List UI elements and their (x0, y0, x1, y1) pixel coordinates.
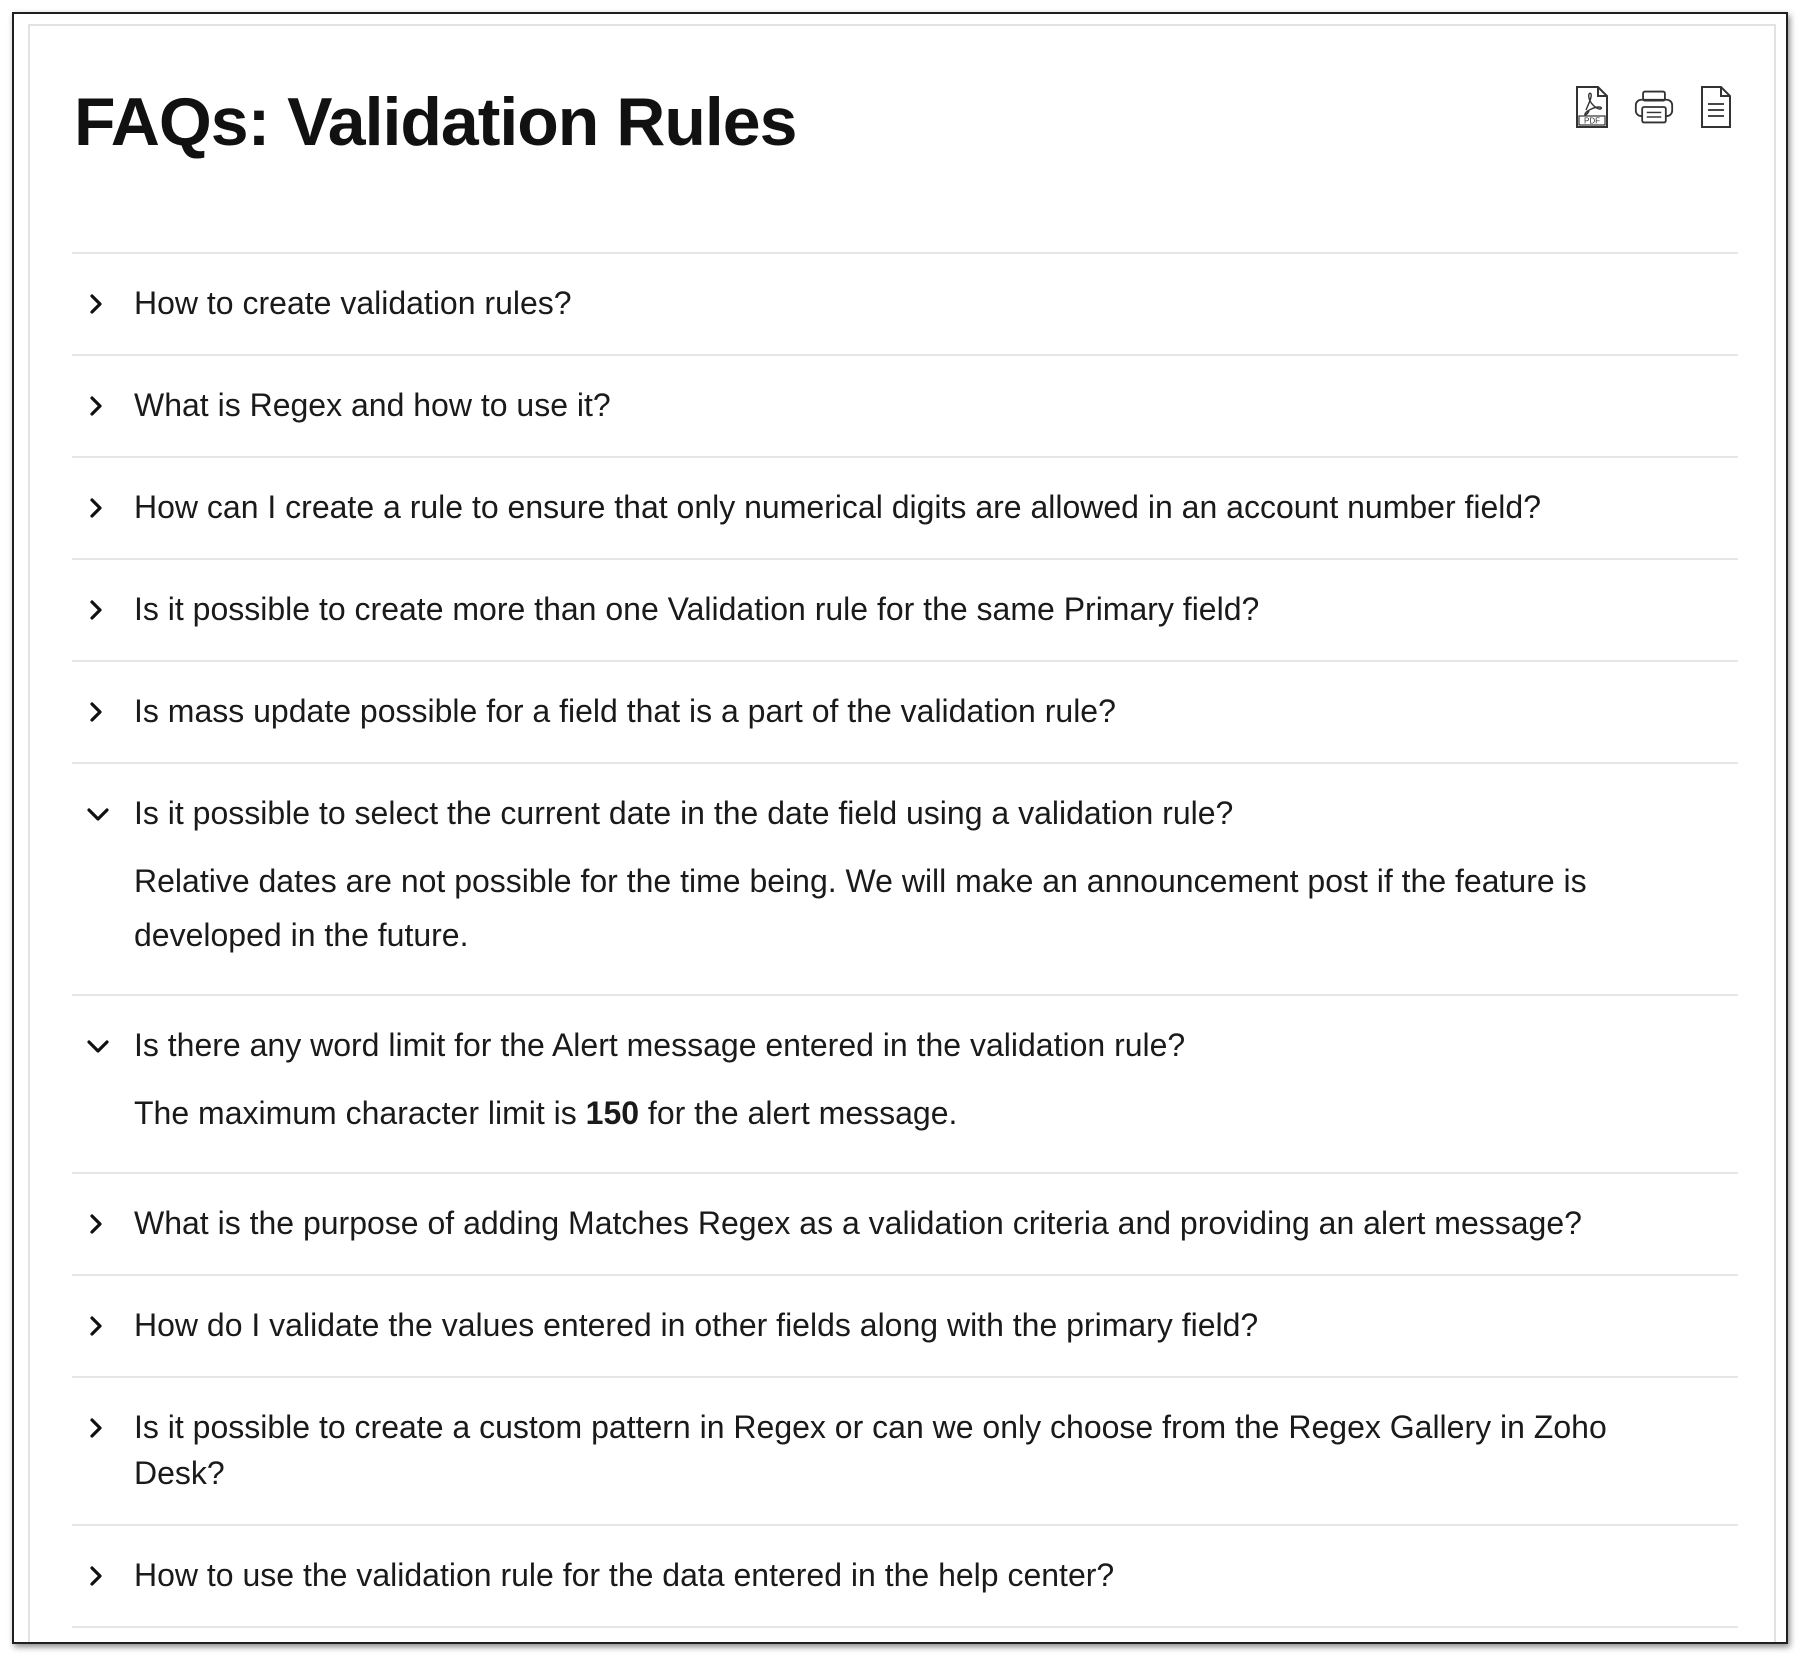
expand-toggle[interactable] (72, 386, 134, 426)
chevron-down-icon (86, 804, 110, 824)
chevron-right-icon (86, 599, 106, 621)
expand-toggle[interactable] (72, 488, 134, 528)
faq-item (72, 560, 1738, 662)
chevron-right-icon (86, 1565, 106, 1587)
view-document-button[interactable] (1696, 84, 1736, 130)
export-pdf-button[interactable] (1572, 84, 1612, 130)
faq-item (72, 254, 1738, 356)
expand-toggle[interactable] (72, 1408, 134, 1448)
faq-question-text: Is there any word limit for the Alert message entered in the validation rule? (134, 1027, 1186, 1063)
collapse-toggle[interactable] (72, 794, 134, 834)
faq-question-text: Is it possible to select the current date in the date field using a validation rule? (134, 795, 1234, 831)
faq-item (72, 1378, 1738, 1526)
faq-answer-text: The maximum character limit is (134, 1095, 586, 1131)
faq-question-toggle[interactable] (72, 692, 1738, 734)
faq-item (72, 1174, 1738, 1276)
faq-question-toggle[interactable] (72, 1204, 1738, 1246)
faq-question-toggle[interactable] (72, 1306, 1738, 1348)
print-icon (1634, 87, 1674, 127)
expand-toggle[interactable] (72, 1306, 134, 1346)
svg-text:PDF: PDF (1584, 116, 1600, 126)
faq-answer-text: for the alert message. (639, 1095, 958, 1131)
faq-question-toggle[interactable] (72, 1408, 1738, 1496)
chevron-right-icon (86, 497, 106, 519)
faq-question-text: Is it possible to create more than one Validation rule for the same Primary field? (134, 591, 1260, 627)
faq-question-text: Is it possible to create a custom pattern in Regex or can we only choose from the Regex Gallery in Zoho Desk? (134, 1409, 1607, 1491)
faq-question-toggle[interactable] (72, 386, 1738, 428)
chevron-down-icon (86, 1036, 110, 1056)
faq-item (72, 996, 1738, 1174)
expand-toggle[interactable] (72, 1556, 134, 1596)
chevron-right-icon (86, 1315, 106, 1337)
faq-answer: Relative dates are not possible for the time being. We will make an announcement post if the feature is developed in the future. (134, 863, 1587, 953)
pdf-icon (1574, 85, 1610, 129)
article-window (12, 12, 1788, 1644)
expand-toggle[interactable] (72, 284, 134, 324)
faq-question-text: How to use the validation rule for the data entered in the help center? (134, 1557, 1115, 1593)
faq-question-toggle[interactable] (72, 488, 1738, 530)
faq-question-toggle[interactable] (72, 794, 1738, 836)
expand-toggle[interactable] (72, 692, 134, 732)
faq-question-text: What is the purpose of adding Matches Regex as a validation criteria and providing an alert message? (134, 1205, 1582, 1241)
faq-question-text: How do I validate the values entered in other fields along with the primary field? (134, 1307, 1259, 1343)
faq-question-toggle[interactable] (72, 1556, 1738, 1598)
collapse-toggle[interactable] (72, 1026, 134, 1066)
faq-question-toggle[interactable] (72, 590, 1738, 632)
chevron-right-icon (86, 293, 106, 315)
faq-item (72, 458, 1738, 560)
chevron-right-icon (86, 701, 106, 723)
faq-item (72, 1526, 1738, 1628)
faq-question-toggle[interactable] (72, 1026, 1738, 1068)
faq-list (72, 252, 1738, 1628)
print-button[interactable] (1634, 84, 1674, 130)
page-title: FAQs: Validation Rules (74, 84, 797, 160)
faq-question-text: Is mass update possible for a field that is a part of the validation rule? (134, 693, 1116, 729)
faq-question-toggle[interactable] (72, 284, 1738, 326)
faq-item (72, 662, 1738, 764)
document-icon (1699, 85, 1733, 129)
chevron-right-icon (86, 1213, 106, 1235)
faq-question-text: How can I create a rule to ensure that only numerical digits are allowed in an account number field? (134, 489, 1541, 525)
faq-item (72, 1276, 1738, 1378)
article-toolbar (1572, 84, 1736, 130)
faq-question-text: How to create validation rules? (134, 285, 572, 321)
faq-item (72, 356, 1738, 458)
faq-answer (134, 1086, 1738, 1140)
faq-answer-highlight: 150 (585, 1095, 640, 1131)
chevron-right-icon (86, 395, 106, 417)
expand-toggle[interactable] (72, 590, 134, 630)
faq-item (72, 764, 1738, 996)
expand-toggle[interactable] (72, 1204, 134, 1244)
faq-question-text: What is Regex and how to use it? (134, 387, 611, 423)
chevron-right-icon (86, 1417, 106, 1439)
article-content (72, 64, 1738, 1628)
